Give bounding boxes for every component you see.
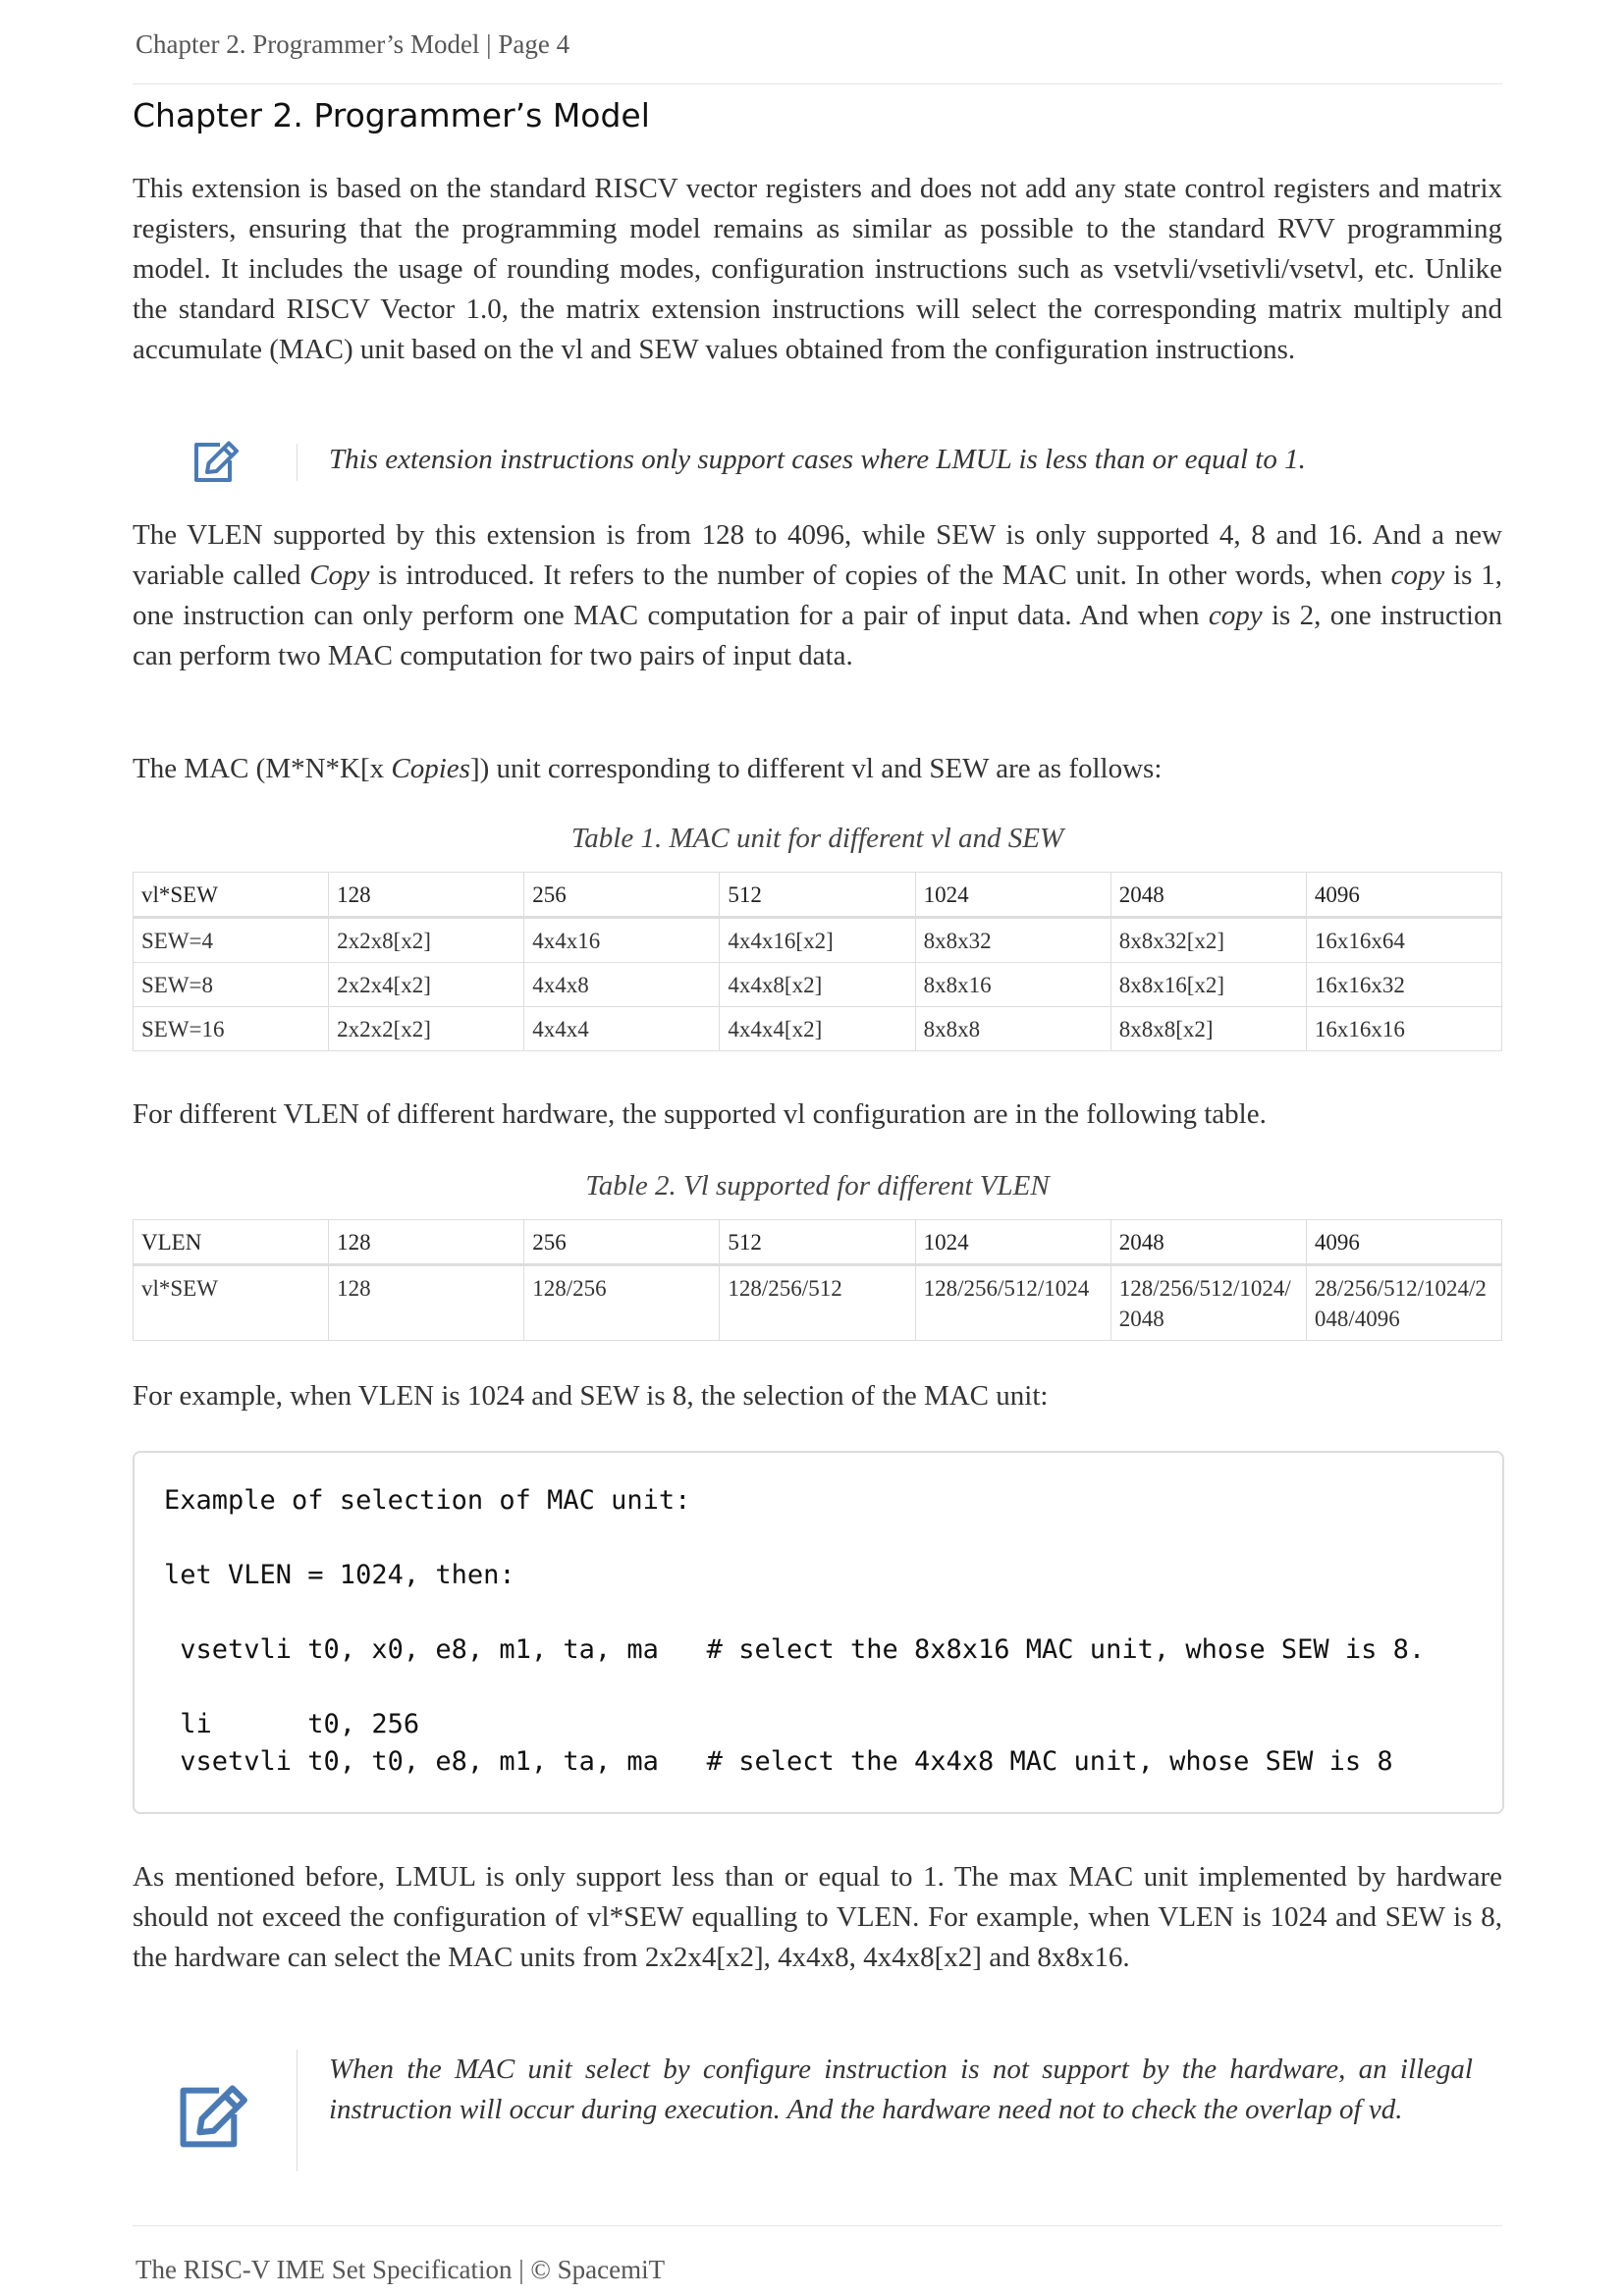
table-cell: 8x8x16: [915, 963, 1110, 1007]
table-cell: 16x16x32: [1306, 963, 1501, 1007]
table-header-cell: 2048: [1110, 1220, 1306, 1265]
code-text: Example of selection of MAC unit: let VLEN = 1024, then: vsetvli t0, x0, e8, m1, ta, ma # select the 8x8x16 MAC unit, whose SEW is 8. li t0, 256 vsetvli t0, t0, e8, m1, ta, ma # select the 4x4x8 MAC unit, whose SEW is 8: [164, 1485, 1426, 1777]
table-cell: 2x2x8[x2]: [329, 918, 524, 963]
note-text: When the MAC unit select by configure instruction is not support by the hardware, an illegal instruction will occur during execution. And the hardware need not to check the overlap of vd.: [329, 2054, 1473, 2125]
table-cell: 8x8x16[x2]: [1110, 963, 1306, 1007]
table-cell: 16x16x16: [1306, 1007, 1501, 1051]
table1-caption: Table 1. MAC unit for different vl and SEW: [570, 823, 1064, 854]
table-cell: 2x2x4[x2]: [329, 963, 524, 1007]
table-cell: 128/256: [524, 1265, 720, 1341]
table-row: [134, 1265, 1502, 1341]
table-cell: 28/256/512/1024/2048/4096: [1306, 1265, 1501, 1341]
note-divider: [297, 444, 298, 481]
table-cell: 128/256/512/1024: [915, 1265, 1110, 1341]
table-header-cell: 512: [720, 873, 915, 918]
table2-caption: Table 2. Vl supported for different VLEN: [585, 1170, 1050, 1201]
vlen-copy-paragraph: The VLEN supported by this extension is from 128 to 4096, while SEW is only supported 4, 8 and 16. And a new variable called Copy is introduced. It refers to the number of copies of the MAC unit. In other words, when copy is 1, one instruction can only perform one MAC computation for a pair of input data. And when copy is 2, one instruction can perform two MAC computation for two pairs of input data.: [133, 519, 1502, 671]
table-cell: 128/256/512: [720, 1265, 915, 1341]
footer-divider: [133, 2225, 1502, 2226]
table-header-row: [134, 873, 1502, 918]
table-header-cell: VLEN: [134, 1220, 329, 1265]
table-cell: 2x2x2[x2]: [329, 1007, 524, 1051]
vlen-table-intro-paragraph: For different VLEN of different hardware, the supported vl configuration are in the following table.: [133, 1098, 1267, 1130]
lmul-constraint-paragraph: As mentioned before, LMUL is only support less than or equal to 1. The max MAC unit implemented by hardware should not exceed the configuration of vl*SEW equalling to VLEN. For example, when VLEN is 1024 and SEW is 8, the hardware can select the MAC units from 2x2x4[x2], 4x4x8, 4x4x8[x2] and 8x8x16.: [133, 1861, 1502, 1973]
note-divider: [297, 2050, 298, 2171]
table-header-row: [134, 1220, 1502, 1265]
note-admonition-lmul: [133, 432, 1502, 491]
running-footer: The RISC-V IME Set Specification | © SpacemiT: [135, 2255, 666, 2284]
table-cell: 4x4x4[x2]: [720, 1007, 915, 1051]
example-intro-paragraph: For example, when VLEN is 1024 and SEW is 8, the selection of the MAC unit:: [133, 1380, 1049, 1412]
table-cell: 4x4x8[x2]: [720, 963, 915, 1007]
table-cell: 8x8x8[x2]: [1110, 1007, 1306, 1051]
table-header-cell: 1024: [915, 873, 1110, 918]
table-header-cell: 128: [329, 1220, 524, 1265]
intro-paragraph: This extension is based on the standard RISCV vector registers and does not add any state control registers and matrix registers, ensuring that the programming model remains as similar as possible to the standard RVV programming model. It includes the usage of rounding modes, configuration instructions such as vsetvli/vsetivli/vsetvl, etc. Unlike the standard RISCV Vector 1.0, the matrix extension instructions will select the corresponding matrix multiply and accumulate (MAC) unit based on the vl and SEW values obtained from the configuration instructions.: [133, 173, 1502, 365]
table-header-cell: 256: [524, 1220, 720, 1265]
table-cell: SEW=8: [134, 963, 329, 1007]
table-cell: 4x4x16[x2]: [720, 918, 915, 963]
document-page: [133, 0, 1502, 2296]
mac-unit-table: [133, 872, 1502, 1051]
header-divider: [133, 83, 1502, 84]
table-cell: 4x4x16: [524, 918, 720, 963]
table-cell: 8x8x8: [915, 1007, 1110, 1051]
table-cell: vl*SEW: [134, 1265, 329, 1341]
running-header: Chapter 2. Programmer’s Model | Page 4: [135, 29, 570, 59]
table-header-cell: 4096: [1306, 1220, 1501, 1265]
table-cell: 4x4x8: [524, 963, 720, 1007]
table-cell: 128/256/512/1024/2048: [1110, 1265, 1306, 1341]
vl-supported-table: [133, 1219, 1502, 1341]
table-header-cell: 2048: [1110, 873, 1306, 918]
table-cell: 16x16x64: [1306, 918, 1501, 963]
table-row: [134, 918, 1502, 963]
code-listing: [133, 1451, 1504, 1814]
note-admonition-illegal-instruction: [133, 2042, 1502, 2169]
table-row: [134, 963, 1502, 1007]
mac-unit-intro-paragraph: The MAC (M*N*K[x Copies]) unit corresponding to different vl and SEW are as follows:: [133, 753, 1163, 784]
chapter-title: Chapter 2. Programmer’s Model: [133, 96, 650, 134]
table-header-cell: 4096: [1306, 873, 1501, 918]
table-cell: SEW=16: [134, 1007, 329, 1051]
table-header-cell: 128: [329, 873, 524, 918]
table-row: [134, 1007, 1502, 1051]
table-header-cell: vl*SEW: [134, 873, 329, 918]
table-header-cell: 1024: [915, 1220, 1110, 1265]
table-cell: 8x8x32: [915, 918, 1110, 963]
note-text: This extension instructions only support cases where LMUL is less than or equal to 1.: [329, 444, 1306, 475]
table-cell: SEW=4: [134, 918, 329, 963]
table-cell: 4x4x4: [524, 1007, 720, 1051]
note-pencil-icon: [176, 2083, 250, 2156]
table-header-cell: 512: [720, 1220, 915, 1265]
table-cell: 128: [329, 1265, 524, 1341]
table-cell: 8x8x32[x2]: [1110, 918, 1306, 963]
note-pencil-icon: [191, 440, 241, 489]
table-header-cell: 256: [524, 873, 720, 918]
